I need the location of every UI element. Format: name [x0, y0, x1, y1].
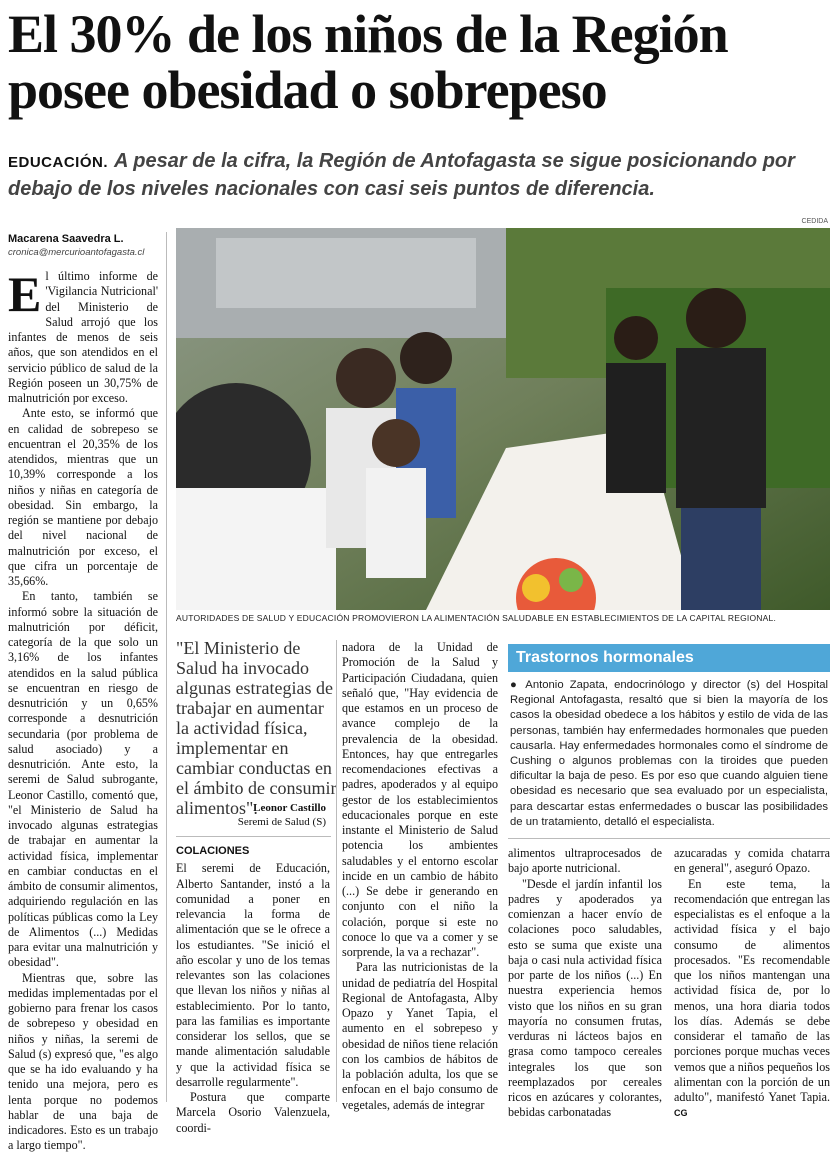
bullet-icon: ● — [510, 679, 520, 691]
paragraph: Mientras que, sobre las medidas implementadas por el gobierno para frenar los casos de sobrepeso y obesidad en niños y niñas, la seremi de Salud (s) expresó que, "es algo que se ha ido evaluando y ha tenido una mejora, pero es lenta porque no podemos hablar de una baja de indicadores. Esto es un trabajo a largo tiempo". — [8, 970, 158, 1153]
paragraph: El último informe de 'Vigilancia Nutricional' del Ministerio de Salud arrojó que los infantes de menos de seis años, que son atendidos en el servicio público de salud de la Región poseen un 30,75% de malnutrición por exceso. — [8, 266, 158, 405]
dek — [8, 148, 834, 203]
headline: El 30% de los niños de la Región posee obesidad o sobrepeso — [8, 4, 728, 120]
paragraph: Para las nutricionistas de la unidad de pediatría del Hospital Regional de Antofagasta, Alby Opazo y Yanet Tapia, el aumento en el sobrepeso y obesidad de niños tiene relación con los cambios de hábitos de la población adulta, los que se enfocan en el bajo consumo de vegetales, además de integrar — [342, 960, 498, 1112]
box-divider — [508, 838, 830, 839]
sidebar-box-text: ● Antonio Zapata, endocrinólogo y director (s) del Hospital Regional Antofagasta, resaltó que si bien la mayoría de los casos la obesidad obedece a los hábitos y estilo de vida de las personas, también hay enfermedades hormonales que pueden causarla. Hay enfermedades hormonales como el síndrome de Cushing o algunos problemas con la tiroides que pueden dificultar la baja de peso. Es por eso que cuando alguien tiene obesidad es necesario que sea evaluado por un especialista, para descartar estas enfermedades o buscar las posibilidades de un tratamiento, detalló el especialista. — [510, 679, 828, 828]
photo-credit: CEDIDA — [801, 218, 828, 225]
column-divider — [336, 640, 337, 1102]
paragraph: En tanto, también se informó sobre la situación de malnutrición por déficit, categoría de la que solo un 3,16% de los infantes atendidos en la salud pública se encuentran en riesgo de desnutrición y un 0,65% corresponde a desnutrición secundaria (por problema de salud asociado) y a desnutrición. Ante esto, la seremi de Salud subrogante, Leonor Castillo, comentó que, "el Ministerio de Salud ha invocado algunas estrategias de trabajar en aumentar la actividad física, implementar en cambiar conductas en el ámbito de consumir alimentos, adquiriendo regulación en las políticas públicas como la Ley de Alimentos (...) Medidas para evitar una malnutrición y obesidad". — [8, 589, 158, 970]
photo-illustration — [176, 228, 830, 610]
article-column-5 — [674, 846, 830, 1122]
paragraph: En este tema, la recomendación que entregan las especialistas es el enfoque a la actividad física y el bajo consumo de alimentos procesados. "Es recomendable que los niños mantengan una actividad física de, por lo menos, una hora diaria todos los días. Además se debe considerar el tamaño de las porciones porque muchas veces vemos que a niños pequeños los alimentan con la porción de un adulto", manifestó Yanet Tapia. CG — [674, 876, 830, 1119]
quote-author: Leonor Castillo — [253, 802, 326, 814]
paragraph: nadora de la Unidad de Promoción de la Salud y Participación Ciudadana, quien señaló que, "Hay evidencia de que estamos en un proceso de avance complejo de la prevalencia de la obesidad. Entonces, hay que entregarles recomendaciones efectivas a padres, apoderados y al equipo gestor de los establecimientos educacionales porque en este instante el Ministerio de Salud potencia los ambientes saludables y el entorno escolar incide en un cambio de hábito (...) Se debe ir generando en conjunto con el niño la colación, porque si este no conoce lo que va a comer y se sorprende, la va a rechazar". — [342, 640, 498, 959]
article-column-3 — [342, 640, 498, 1113]
article-photo — [176, 228, 830, 610]
pull-quote: "El Ministerio de Salud ha invocado algunas estrategias de trabajar en aumentar la actividad física, implementar en cambiar conductas en el ámbito de consumir alimentos". — [176, 638, 337, 818]
end-mark: CG — [674, 1108, 688, 1119]
author-email[interactable]: cronica@mercurioantofagasta.cl — [8, 247, 145, 258]
dropcap: E — [8, 266, 42, 322]
paragraph: Ante esto, se informó que en calidad de sobrepeso se encuentran el 20,35% de los atendidos, mientras que un 10,39% corresponde a los niños y niñas en categoría de obesidad. Sin embargo, la región se mantiene por debajo del nivel nacional de malnutrición por exceso, el que cifra un porcentaje de 35,66%. — [8, 406, 158, 588]
paragraph: "Desde el jardín infantil los padres y apoderados ya comienzan a hacer envío de colaciones poco saludables, esto se suma que existe una baja o casi nula actividad física por parte de los niños (...) En nuestra experiencia hemos visto que los niños en su gran mayoría no consumen frutas, verduras ni lácteos bajos en grasa como tampoco cereales integrales los que son reemplazados por cereales ricos en azúcares y colorantes, bebidas carbonatadas — [508, 876, 662, 1120]
photo-caption: AUTORIDADES DE SALUD Y EDUCACIÓN PROMOVIERON LA ALIMENTACIÓN SALUDABLE EN ESTABLECIMIENTOS DE LA CAPITAL REGIONAL. — [176, 613, 777, 623]
quote-divider — [176, 836, 331, 837]
article-column-1 — [8, 232, 158, 1154]
article-column-2 — [176, 844, 330, 1136]
column-divider — [166, 232, 167, 1102]
paragraph: azucaradas y comida chatarra en general", aseguró Opazo. — [674, 846, 830, 876]
article-column-4 — [508, 846, 662, 1121]
paragraph: alimentos ultraprocesados de bajo aporte nutricional. — [508, 846, 662, 876]
paragraph: Postura que comparte Marcela Osorio Valenzuela, coordi- — [176, 1090, 330, 1135]
paragraph: El seremi de Educación, Alberto Santander, instó a la comunidad a poner en relevancia la forma de alimentación que se le ofrece a los estudiantes. "Se inició el año escolar y uno de los temas relevantes son las colaciones que llevan los niños y niñas al establecimiento. Por lo tanto, para las familias es importante considerar los sellos, que se mande alimentación saludable y que la actividad física se desarrolle regularmente". — [176, 861, 330, 1089]
byline: Macarena Saavedra L. — [8, 233, 124, 245]
section-heading-colaciones: COLACIONES — [176, 845, 250, 857]
quote-author-role: Seremi de Salud (S) — [237, 816, 326, 828]
dek-kicker: EDUCACIÓN. — [8, 154, 109, 171]
sidebar-box-title: Trastornos hormonales — [508, 644, 830, 672]
dek-text: A pesar de la cifra, la Región de Antofagasta se sigue posicionando por debajo de los niveles nacionales con casi seis puntos de diferencia. — [8, 150, 795, 200]
sidebar-box — [508, 644, 830, 836]
